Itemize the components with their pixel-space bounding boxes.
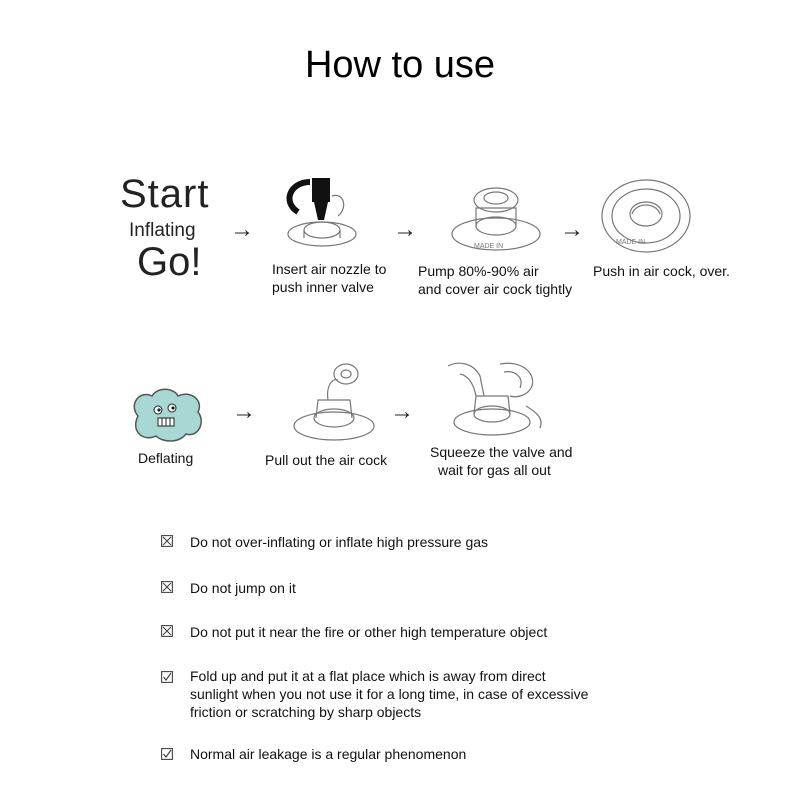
check-box-icon — [161, 748, 173, 760]
pull-cock-illustration — [288, 356, 388, 448]
page-title: How to use — [304, 44, 496, 86]
check-box-icon — [161, 671, 173, 683]
start-word: Start — [120, 172, 210, 216]
step-caption: Push in air cock, over. — [593, 263, 730, 279]
rule-text: Do not put it near the fire or other high temperature object — [190, 624, 548, 640]
arrow-icon: → — [230, 216, 254, 243]
arrow-icon: → — [390, 398, 414, 425]
arrow-icon: → — [393, 216, 417, 243]
cross-box-icon — [161, 535, 173, 547]
cross-box-icon — [161, 581, 173, 593]
rule-text: Do not jump on it — [190, 580, 296, 596]
go-word: Go! — [137, 240, 202, 284]
rule-text: Fold up and put it at a flat place which is away from direct sunlight when you not use it for a long time, in case of excessive friction or scratching by sharp objects — [190, 668, 589, 720]
closed-valve-illustration — [596, 176, 696, 258]
rule-text: Normal air leakage is a regular phenomenon — [190, 746, 467, 762]
valve-marking: MADE IN — [616, 239, 646, 246]
valve-marking: MADE IN — [474, 243, 504, 250]
arrow-icon: → — [232, 398, 256, 425]
step-caption: Squeeze the valve and wait for gas all out — [430, 444, 573, 478]
deflating-label: Deflating — [138, 450, 194, 466]
deflating-blob-illustration — [128, 386, 206, 444]
step-caption: Pull out the air cock — [265, 452, 388, 468]
squeeze-valve-illustration — [440, 356, 556, 444]
arrow-icon: → — [560, 216, 584, 243]
rule-text: Do not over-inflating or inflate high pressure gas — [190, 534, 489, 550]
valve-cock-illustration — [438, 178, 558, 268]
step-caption: Pump 80%-90% air and cover air cock tightly — [418, 263, 573, 297]
inflating-word: Inflating — [129, 220, 196, 241]
step-caption: Insert air nozzle to push inner valve — [272, 261, 387, 295]
cross-box-icon — [161, 625, 173, 637]
nozzle-valve-illustration — [270, 172, 380, 262]
